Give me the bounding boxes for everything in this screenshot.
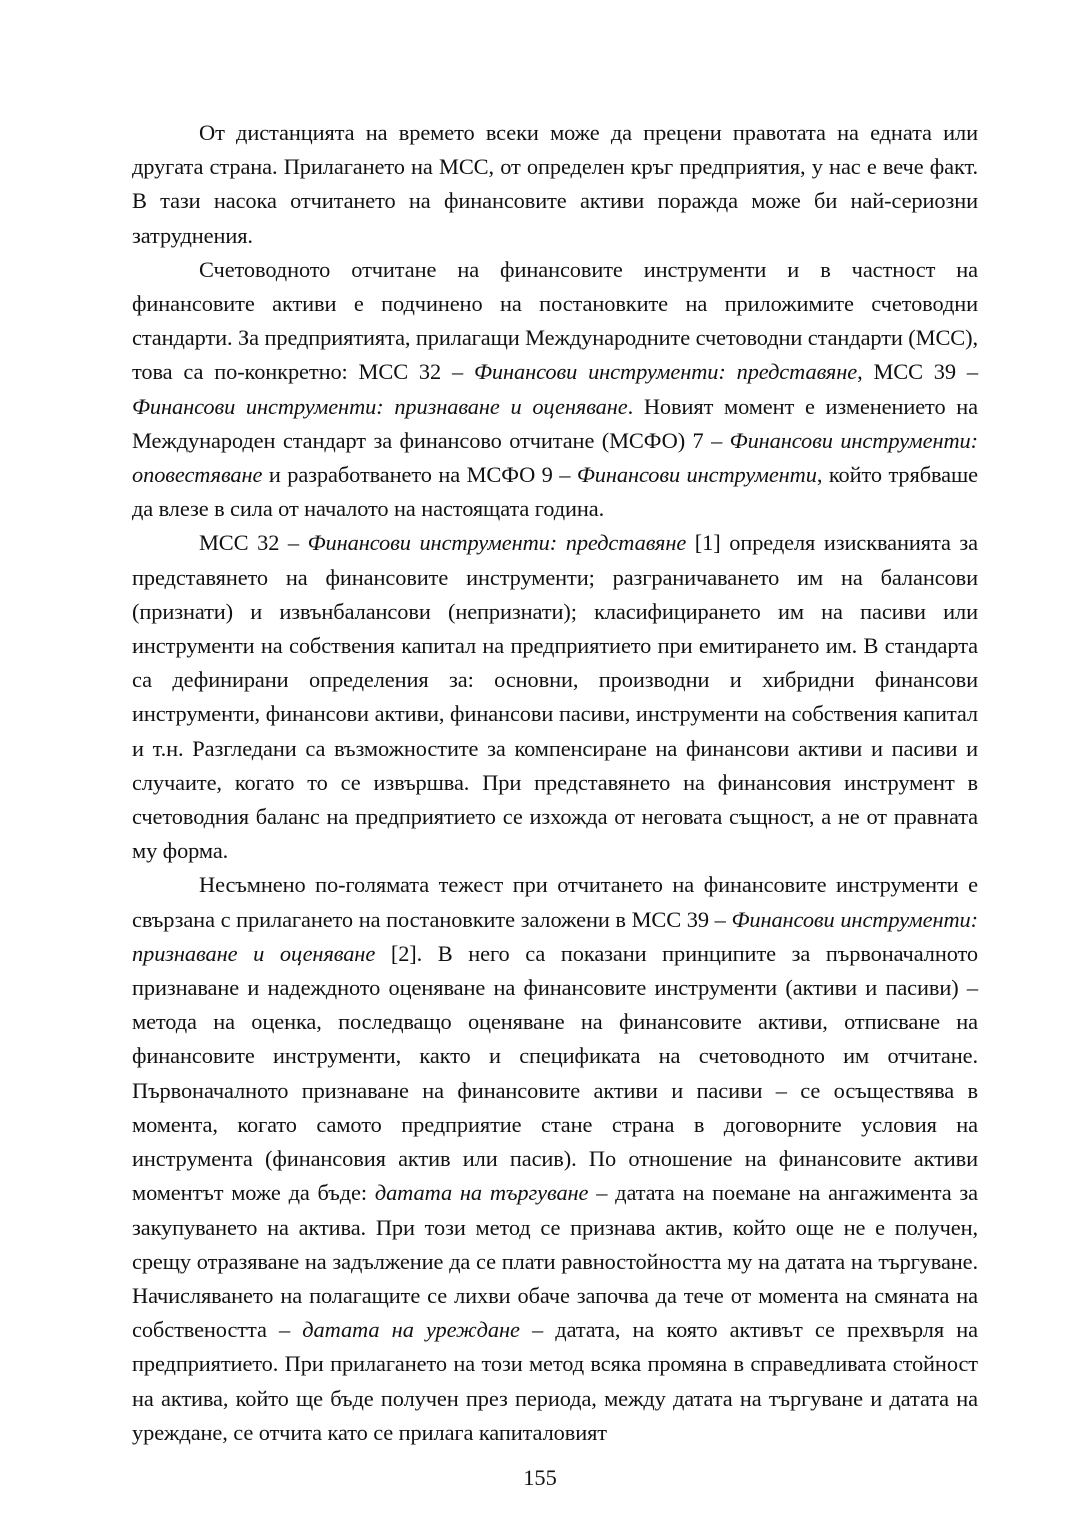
paragraph: [132, 253, 978, 527]
italic-run: Финансови инструменти: представяне: [473, 359, 858, 385]
text-run: . Новият момент е изменението на Международен стандарт за финансово отчитане (МСФО) 7 –: [132, 393, 978, 453]
text-run: Несъмнено по-голямата тежест при отчитането на финансовите инструменти е свързана с прилагането на постановките заложени в МСС 39 –: [132, 872, 978, 932]
italic-run: Финансови инструменти: признаване и оценяване: [132, 906, 978, 966]
italic-run: Финансови инструменти: оповестяване: [132, 427, 978, 488]
text-run: , който трябваше да влезе в сила от началото на настоящата година.: [132, 462, 978, 522]
paragraph: [132, 116, 978, 253]
text-run: [2]. В него са показани принципите за първоначалното признаване и надеждното оценяване на финансовите инструменти (активи и пасиви) – метода на оценка, последващо оценяване на финансовите активи, отписване на финансовите инструменти, както и спецификата на счетоводното им отчитане. Първоначалното признаване на финансовите активи и пасиви – се осъществява в момента, когато самото предприятие стане страна в договорните условия на инструмента (финансовия актив или пасив). По отношение на финансовите активи моментът може да бъде:: [132, 940, 978, 1206]
text-run: и разработването на МСФО 9 –: [262, 462, 577, 488]
italic-run: датата на уреждане: [302, 1317, 520, 1343]
italic-run: датата на търгуване: [374, 1180, 589, 1206]
italic-run: Финансови инструменти: [576, 462, 817, 488]
text-run: [1] определя изискванията за представянето на финансовите инструменти; разграничаването им на балансови (признати) и извънбалансови (непризнати); класифицирането им на пасиви или инструменти на собствения капитал на предприятието при емитирането им. В стандарта са дефинирани определения за: основни, производни и хибридни финансови инструменти, финансови активи, финансови пасиви, инструменти на собствения капитал и т.н. Разгледани са възможностите за компенсиране на финансови активи и пасиви и случаите, когато то се извършва. При представянето на финансовия инструмент в счетоводния баланс на предприятието се изхожда от неговата същност, а не от правната му форма.: [132, 530, 978, 864]
text-run: – датата, на която активът се прехвърля на предприятието. При прилагането на този метод всяка промяна в справедливата стойност на актива, който ще бъде получен през периода, между датата на търгуване и датата на уреждане, се отчита като се прилага капиталовият: [132, 1317, 978, 1445]
page-number: 155: [523, 1465, 557, 1490]
text-run: – датата на поемане на ангажимента за закупуването на актива. При този метод се признава актив, който още не е получен, срещу отразяване на задължение да се плати равностойността му на датата на търгуване. Начисляването на полагащите се лихви обаче започва да тече от момента на смяната на собствеността –: [132, 1180, 978, 1343]
text-run: МСС 32 –: [199, 530, 308, 556]
text-run: От дистанцията на времето всеки може да прецени правотата на едната или другата страна. Прилагането на МСС, от определен кръг предприятия, у нас е вече факт. В тази насока отчитането на финансовите активи поражда може би най-сериозни затруднения.: [132, 120, 978, 248]
paragraph: [132, 526, 978, 868]
paragraph: [132, 868, 978, 1449]
text-run: Счетоводното отчитане на финансовите инструменти и в частност на финансовите активи е подчинено на постановките на приложимите счетоводни стандарти. За предприятията, прилагащи Международните счетоводни стандарти (МСС), това са по-конкретно: МСС 32 –: [132, 256, 978, 385]
text-run: , МСС 39 –: [857, 359, 978, 385]
italic-run: Финансови инструменти: признаване и оценяване: [132, 393, 628, 419]
italic-run: Финансови инструменти: представяне: [307, 530, 687, 556]
page-body: [132, 116, 978, 1450]
